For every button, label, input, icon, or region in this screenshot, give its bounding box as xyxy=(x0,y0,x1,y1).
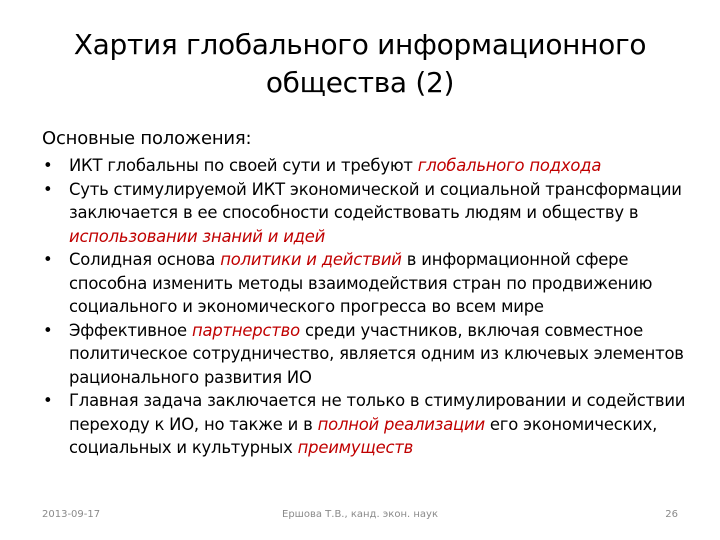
bullet-text: его экономических, социальных и культурных xyxy=(69,414,658,457)
footer-author: Ершова Т.В., канд. экон. наук xyxy=(282,509,438,520)
bullet-dot-icon: • xyxy=(43,320,53,340)
title-line-1: Хартия глобального информационного xyxy=(73,28,647,61)
highlighted-phrase: глобального подхода xyxy=(417,156,602,175)
bullet-text: Суть стимулируемой ИКТ экономической и социальной трансформации заключается в ее способности содействовать людям и обществу в xyxy=(69,179,682,222)
bullet-dot-icon: • xyxy=(43,179,53,199)
bullet-item xyxy=(42,248,692,319)
subtitle: Основные положения: xyxy=(42,128,252,149)
bullet-dot-icon: • xyxy=(43,391,53,410)
highlighted-phrase: преимуществ xyxy=(297,438,414,457)
bullet-text: Эффективное xyxy=(69,320,192,340)
bullet-item xyxy=(42,389,692,460)
bullet-list xyxy=(42,154,692,460)
slide-title xyxy=(20,26,700,102)
footer-page-number: 26 xyxy=(665,509,678,520)
title-line-2: общества (2) xyxy=(265,66,455,99)
highlighted-phrase: партнерство xyxy=(191,320,300,340)
highlighted-phrase: полной реализации xyxy=(317,414,485,434)
bullet-item xyxy=(42,178,692,249)
bullet-text: Главная задача заключается не только в стимулировании и содействии переходу к ИО, но также и в xyxy=(69,391,686,434)
bullet-text: в информационной сфере способна изменить методы взаимодействия стран по продвижению социального и экономического прогресса во всем мире xyxy=(69,250,653,316)
bullet-text: Солидная основа xyxy=(69,250,221,269)
highlighted-phrase: использовании знаний и идей xyxy=(69,226,326,246)
bullet-dot-icon: • xyxy=(43,250,53,269)
footer-date: 2013-09-17 xyxy=(42,509,101,520)
bullet-text: ИКТ глобальны по своей сути и требуют xyxy=(69,156,418,175)
bullet-text: среди участников, включая совместное политическое сотрудничество, является одним из ключевых элементов рационального развития ИО xyxy=(69,320,684,387)
bullet-item xyxy=(42,154,692,178)
bullet-dot-icon: • xyxy=(43,156,53,175)
highlighted-phrase: политики и действий xyxy=(220,250,402,269)
bullet-item xyxy=(42,319,692,390)
